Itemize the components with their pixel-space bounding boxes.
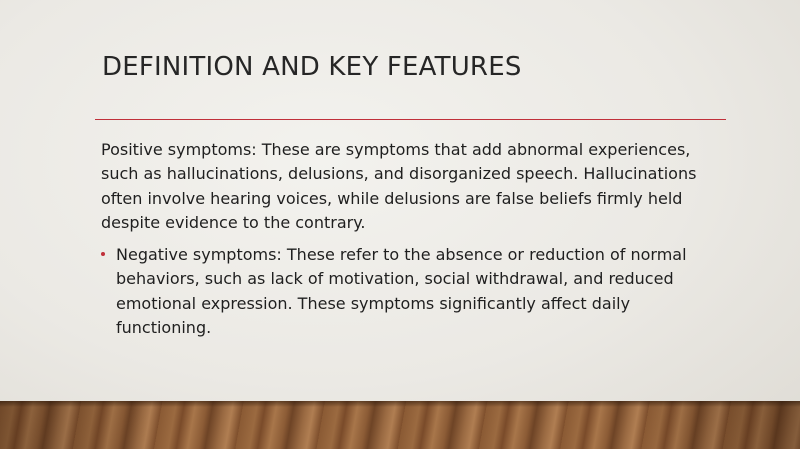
bullet-dot-icon: [101, 252, 105, 256]
slide-title: DEFINITION AND KEY FEATURES: [102, 52, 522, 82]
floor-shading: [0, 401, 800, 449]
body-paragraph: Positive symptoms: These are symptoms that add abnormal experiences, such as hallucinations, delusions, and disorganized speech. Hallucinations often involve hearing voices, while delusions are false beliefs firmly held despite evidence to the contrary.: [101, 140, 697, 232]
bullet-text: Negative symptoms: These refer to the absence or reduction of normal behaviors, such as lack of motivation, social withdrawal, and reduced emotional expression. These symptoms significantly affect daily functioning.: [116, 245, 687, 338]
slide-body: [101, 138, 726, 340]
title-divider: [95, 119, 726, 120]
bullet-item: [101, 243, 726, 340]
